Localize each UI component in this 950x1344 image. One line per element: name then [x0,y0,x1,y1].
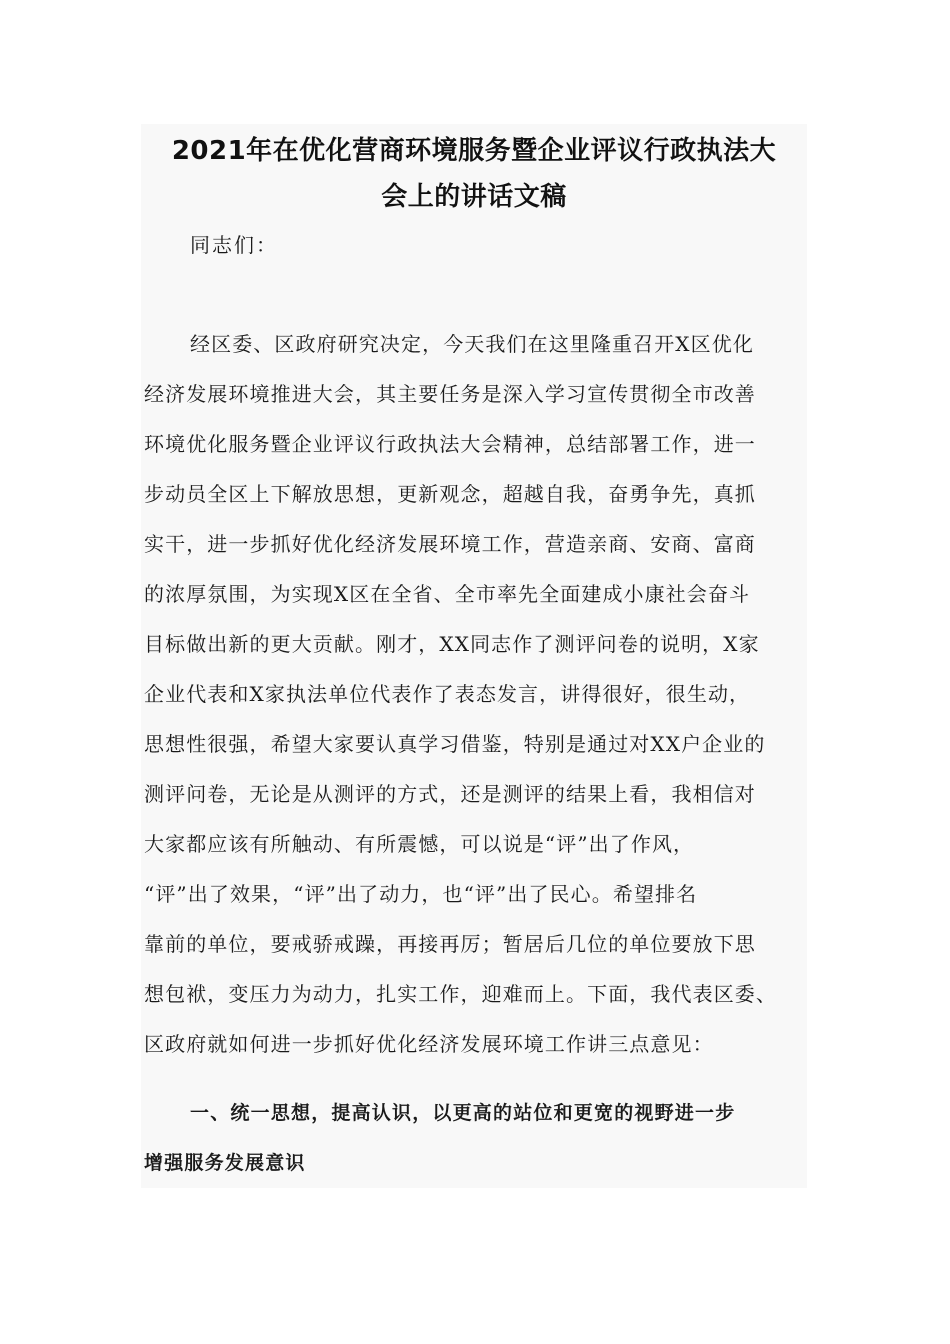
paragraph-line: 测评问卷，无论是从测评的方式，还是测评的结果上看，我相信对 [144,782,756,806]
salutation: 同志们： [190,233,278,257]
paragraph-line: 区政府就如何进一步抓好优化经济发展环境工作讲三点意见： [144,1032,714,1056]
section-heading [144,1095,735,1195]
paragraph-line: 大家都应该有所触动、有所震憾，可以说是“评”出了作风， [144,832,695,856]
paragraph-line: “评”出了效果，“评”出了动力，也“评”出了民心。希望排名 [144,882,698,906]
paragraph-line: 企业代表和X家执法单位代表作了表态发言，讲得很好，很生动， [144,682,751,706]
paragraph-line: 实干，进一步抓好优化经济发展环境工作，营造亲商、安商、富商 [144,532,756,556]
paragraph-line: 步动员全区上下解放思想，更新观念，超越自我，奋勇争先，真抓 [144,482,756,506]
paragraph-line: 经济发展环境推进大会，其主要任务是深入学习宣传贯彻全市改善 [144,382,756,406]
title-line: 2021年在优化营商环境服务暨企业评议行政执法大 [171,136,777,166]
paragraph-line: 靠前的单位，要戒骄戒躁，再接再厉；暂居后几位的单位要放下思 [144,932,756,956]
paragraph-line: 想包袱，变压力为动力，扎实工作，迎难而上。下面，我代表区委、 [144,982,777,1006]
heading-line: 一、统一思想，提高认识，以更高的站位和更宽的视野进一步 [190,1102,736,1124]
heading-line: 增强服务发展意识 [144,1152,306,1174]
paragraph-line: 经区委、区政府研究决定，今天我们在这里隆重召开X区优化 [190,332,754,356]
paragraph-line: 思想性很强，希望大家要认真学习借鉴，特别是通过对XX户企业的 [144,732,766,756]
paragraph-line: 的浓厚氛围，为实现X区在全省、全市率先全面建成小康社会奋斗 [144,582,751,606]
opening-paragraph [144,327,824,1077]
paragraph-line: 环境优化服务暨企业评议行政执法大会精神，总结部署工作，进一 [144,432,756,456]
document-title [141,128,807,220]
title-line: 会上的讲话文稿 [381,182,567,212]
paragraph-line: 目标做出新的更大贡献。刚才，XX同志作了测评问卷的说明，X家 [144,632,760,656]
